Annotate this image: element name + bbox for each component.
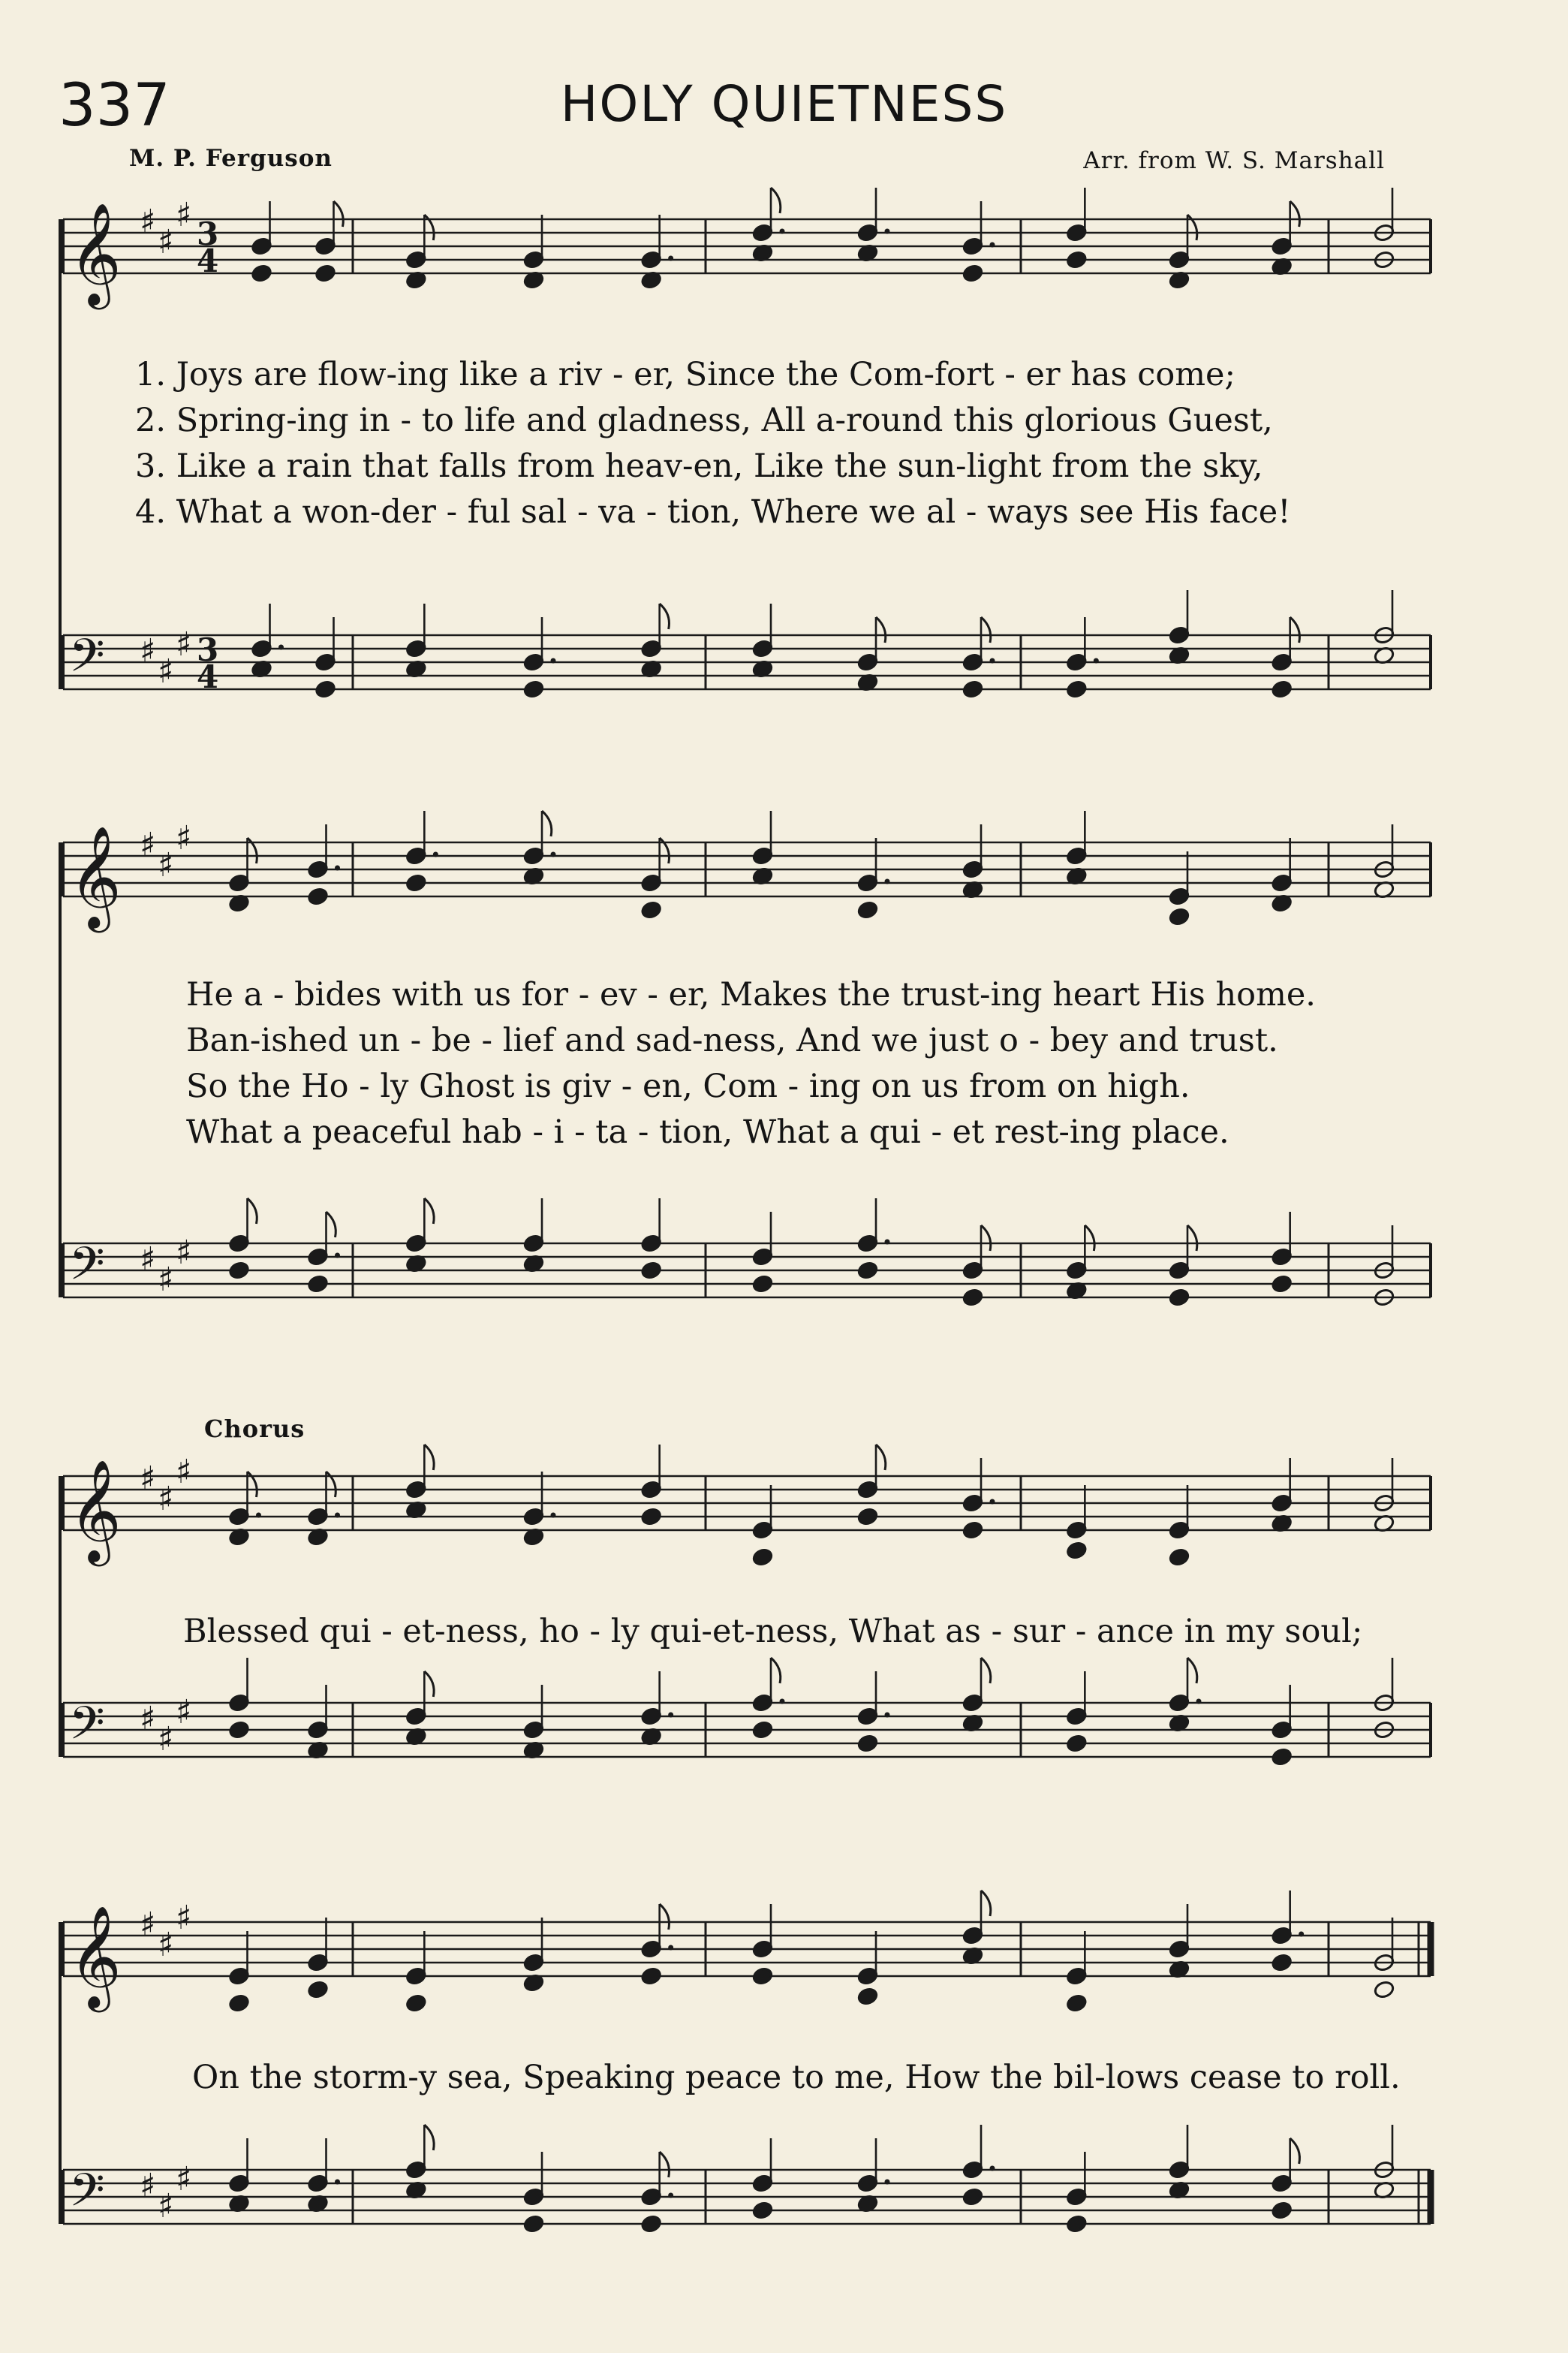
note-flag <box>981 1225 991 1251</box>
note-flag <box>1290 617 1300 643</box>
note-dot <box>433 852 438 857</box>
hymn-title: HOLY QUIETNESS <box>560 75 1008 133</box>
note-flag <box>660 2152 670 2177</box>
note-head <box>962 2187 984 2207</box>
note-head <box>1271 1953 1293 1972</box>
bass-clef-icon: 𝄢 <box>69 2164 105 2228</box>
note-dot <box>668 1945 673 1951</box>
time-signature-top: 3 <box>197 215 219 252</box>
note-dot <box>335 1513 340 1518</box>
note-head <box>1066 250 1088 270</box>
verse-1-line-1: 1. Joys are flow-ing like a riv - er, Since the Com-fort - er has come; <box>135 356 1235 393</box>
note-head <box>228 1993 250 2013</box>
note-head <box>1066 1993 1088 2013</box>
note-flag <box>1085 1225 1094 1251</box>
note-dot <box>990 1499 995 1505</box>
note-head <box>640 1507 662 1526</box>
note-dot <box>780 229 785 234</box>
note-dot <box>278 645 284 650</box>
verse-3-line-2: So the Ho - ly Ghost is giv - en, Com - ing on us from on high. <box>186 1068 1190 1105</box>
note-dot <box>885 1713 890 1718</box>
note-head <box>962 264 984 283</box>
note-head <box>523 2214 545 2234</box>
sharp-icon: ♯ <box>140 1700 156 1738</box>
note-dot <box>335 866 340 871</box>
sharp-icon: ♯ <box>176 196 192 234</box>
sharp-icon: ♯ <box>176 1234 192 1272</box>
note-head <box>315 679 336 699</box>
treble-clef-icon: 𝄞 <box>69 1458 122 1562</box>
sharp-icon: ♯ <box>158 652 174 691</box>
note-head <box>962 679 984 699</box>
note-head <box>857 1734 879 1753</box>
note-flag <box>248 1198 257 1224</box>
note-flag <box>424 1198 434 1224</box>
note-dot <box>990 658 995 664</box>
note-flag <box>771 1658 781 1683</box>
sharp-icon: ♯ <box>140 2167 156 2205</box>
note-head <box>962 1520 984 1540</box>
note-head <box>752 1274 774 1294</box>
sharp-icon: ♯ <box>158 846 174 884</box>
sharp-icon: ♯ <box>176 2160 192 2198</box>
note-head <box>1066 679 1088 699</box>
note-head <box>251 264 272 283</box>
note-head <box>1271 2201 1293 2220</box>
note-flag <box>1290 201 1300 227</box>
note-head <box>857 1261 879 1280</box>
note-dot <box>990 243 995 248</box>
verse-4-line-1: 4. What a won-der - ful sal - va - tion, Where we al - ways see His face! <box>135 493 1291 531</box>
time-signature-bottom: 4 <box>197 658 219 695</box>
chorus-line-1: Blessed qui - et-ness, ho - ly qui-et-ness, What as - sur - ance in my soul; <box>183 1613 1363 1650</box>
note-dot <box>885 879 890 884</box>
note-head <box>640 1261 662 1280</box>
note-dot <box>990 2166 995 2171</box>
note-head <box>640 900 662 920</box>
sharp-icon: ♯ <box>176 1693 192 1731</box>
sharp-icon: ♯ <box>140 1240 156 1279</box>
verse-2-line-1: 2. Spring-ing in - to life and gladness, All a-round this glorious Guest, <box>135 402 1273 439</box>
chorus-line-2: On the storm-y sea, Speaking peace to me, How the bil-lows cease to roll. <box>192 2059 1401 2096</box>
sharp-icon: ♯ <box>140 203 156 241</box>
note-head <box>640 1966 662 1986</box>
note-head <box>1066 1734 1088 1753</box>
note-flag <box>771 188 781 213</box>
note-head <box>1374 1980 1395 1999</box>
note-head <box>307 1980 329 1999</box>
bass-clef-icon: 𝄢 <box>69 1237 105 1302</box>
hymn-number: 337 <box>59 72 170 140</box>
verse-4-line-2: What a peaceful hab - i - ta - tion, What a qui - et rest-ing place. <box>186 1113 1229 1151</box>
note-head <box>752 1720 774 1740</box>
note-dot <box>885 1240 890 1245</box>
note-flag <box>876 617 886 643</box>
verse-3-line-1: 3. Like a rain that falls from heav-en, Like the sun-light from the sky, <box>135 447 1263 485</box>
bass-clef-icon: 𝄢 <box>69 629 105 694</box>
note-head <box>857 1507 879 1526</box>
note-dot <box>668 2193 673 2198</box>
composer-credit: M. P. Ferguson <box>129 145 333 172</box>
note-flag <box>327 1212 336 1237</box>
sharp-icon: ♯ <box>140 1460 156 1498</box>
note-head <box>640 2214 662 2234</box>
note-flag <box>981 1891 991 1916</box>
note-head <box>307 1274 329 1294</box>
note-flag <box>1187 1658 1197 1683</box>
note-head <box>523 679 545 699</box>
note-flag <box>876 1445 886 1470</box>
note-flag <box>334 201 344 227</box>
note-head <box>1271 1747 1293 1767</box>
note-head <box>1169 907 1190 926</box>
sharp-icon: ♯ <box>176 819 192 857</box>
note-head <box>1271 1274 1293 1294</box>
time-signature-bottom: 4 <box>197 243 219 279</box>
sharp-icon: ♯ <box>140 632 156 670</box>
note-head <box>1169 1288 1190 1307</box>
note-dot <box>335 1253 340 1258</box>
note-dot <box>551 1513 556 1518</box>
sharp-icon: ♯ <box>158 223 174 261</box>
note-head <box>752 1966 774 1986</box>
treble-clef-icon: 𝄞 <box>69 1904 122 2008</box>
note-head <box>857 900 879 920</box>
sharp-icon: ♯ <box>176 1453 192 1491</box>
note-head <box>1169 1547 1190 1567</box>
note-head <box>228 1261 250 1280</box>
sharp-icon: ♯ <box>158 2187 174 2225</box>
note-head <box>1271 679 1293 699</box>
sharp-icon: ♯ <box>158 1261 174 1299</box>
bass-clef-icon: 𝄢 <box>69 1697 105 1761</box>
note-dot <box>551 852 556 857</box>
note-dot <box>885 2180 890 2185</box>
chorus-label: Chorus <box>204 1415 305 1443</box>
note-flag <box>981 1658 991 1683</box>
note-flag <box>424 1671 434 1697</box>
treble-clef-icon: 𝄞 <box>69 201 122 305</box>
note-dot <box>335 2180 340 2185</box>
note-head <box>405 1993 427 2013</box>
note-head <box>752 1547 774 1567</box>
note-dot <box>1094 658 1099 664</box>
note-head <box>752 2201 774 2220</box>
note-dot <box>1196 1699 1202 1704</box>
sharp-icon: ♯ <box>176 625 192 664</box>
note-dot <box>256 1513 261 1518</box>
note-flag <box>1290 2138 1300 2164</box>
sharp-icon: ♯ <box>158 1720 174 1758</box>
note-dot <box>668 1713 673 1718</box>
sharp-icon: ♯ <box>176 1899 192 1937</box>
note-dot <box>885 229 890 234</box>
note-flag <box>660 604 670 629</box>
note-head <box>1066 2214 1088 2234</box>
note-head <box>228 1720 250 1740</box>
note-head <box>1066 1541 1088 1560</box>
sharp-icon: ♯ <box>140 826 156 864</box>
note-flag <box>1187 1225 1197 1251</box>
verse-1-line-2: He a - bides with us for - ev - er, Makes the trust-ing heart His home. <box>186 976 1316 1014</box>
note-head <box>962 1288 984 1307</box>
sharp-icon: ♯ <box>140 1906 156 1944</box>
note-dot <box>780 1699 785 1704</box>
note-flag <box>981 617 991 643</box>
sharp-icon: ♯ <box>158 1926 174 1964</box>
note-head <box>307 887 329 906</box>
note-flag <box>660 1904 670 1930</box>
arranger-credit: Arr. from W. S. Marshall <box>1083 147 1385 174</box>
note-dot <box>668 256 673 261</box>
note-head <box>405 873 427 893</box>
verse-2-line-2: Ban-ished un - be - lief and sad-ness, And we just o - bey and trust. <box>186 1022 1278 1059</box>
sharp-icon: ♯ <box>158 1480 174 1518</box>
note-flag <box>424 1445 434 1470</box>
note-head <box>315 264 336 283</box>
note-flag <box>542 811 552 836</box>
note-dot <box>551 658 556 664</box>
note-head <box>857 1987 879 2006</box>
treble-clef-icon: 𝄞 <box>69 824 122 928</box>
note-flag <box>424 2125 434 2150</box>
note-dot <box>1299 1932 1304 1937</box>
time-signature-top: 3 <box>197 631 219 668</box>
